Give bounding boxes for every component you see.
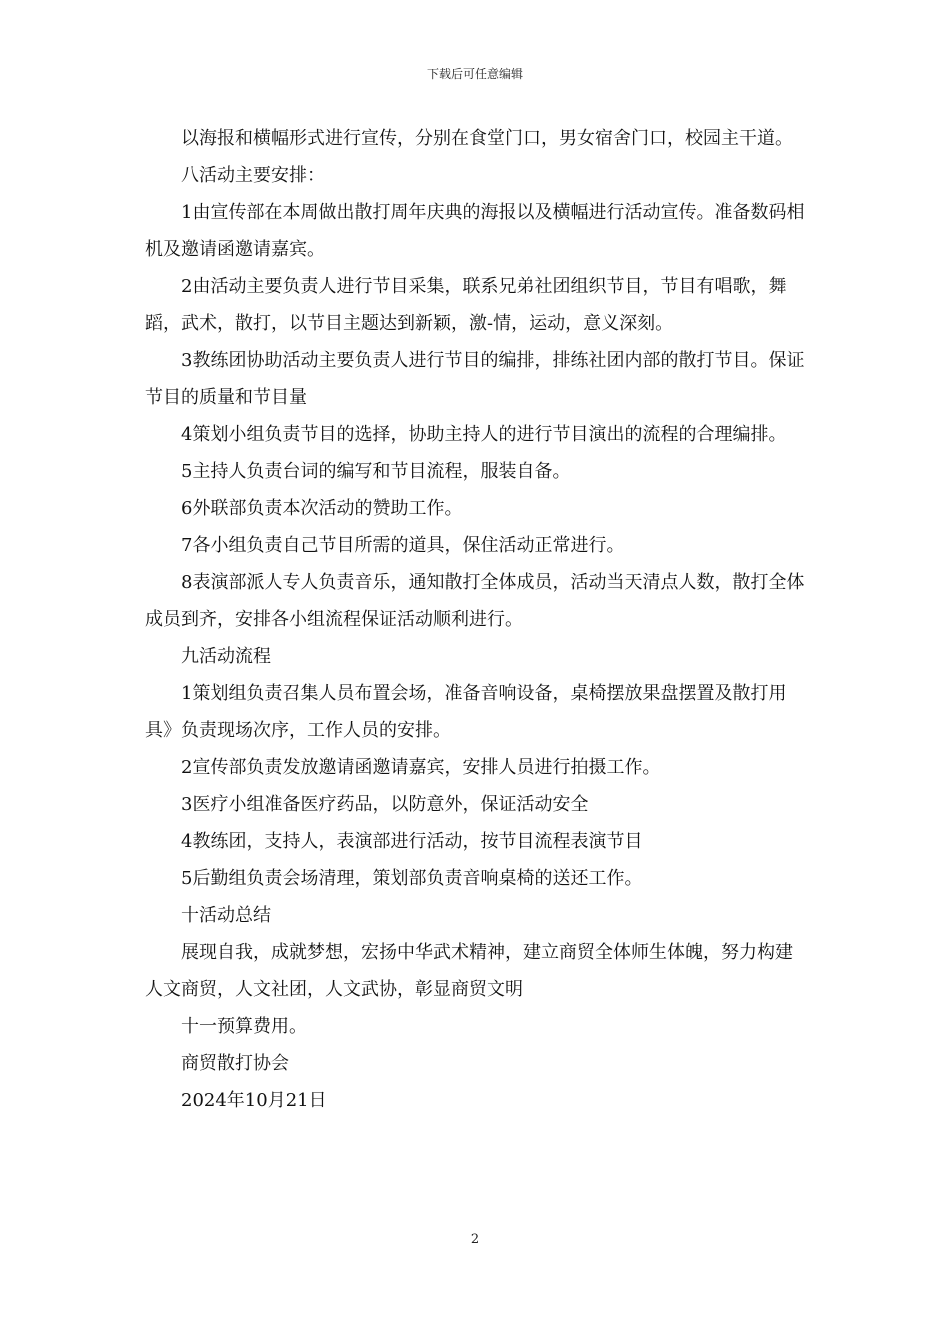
process-item-1: 1策划组负责召集人员布置会场，准备音响设备，桌椅摆放果盘摆置及散打用具》负责现场次序，工作人员的安排。 <box>145 683 787 741</box>
arrangement-item-8: 8表演部派人专人负责音乐，通知散打全体成员，活动当天清点人数，散打全体成员到齐，安排各小组流程保证活动顺利进行。 <box>145 572 805 630</box>
arrangement-item-5: 5主持人负责台词的编写和节目流程，服装自备。 <box>181 461 571 482</box>
arrangement-item-4: 4策划小组负责节目的选择，协助主持人的进行节目演出的流程的合理编排。 <box>181 424 787 445</box>
section-heading-activity-summary: 十活动总结 <box>181 905 271 926</box>
signature-organization: 商贸散打协会 <box>181 1053 289 1074</box>
arrangement-item-6: 6外联部负责本次活动的赞助工作。 <box>181 498 463 519</box>
section-heading-budget: 十一预算费用。 <box>181 1016 307 1037</box>
signature-date: 2024年10月21日 <box>181 1090 327 1111</box>
arrangement-item-7: 7各小组负责自己节目所需的道具，保住活动正常进行。 <box>181 535 625 556</box>
page-header: 下载后可任意编辑 <box>426 67 523 81</box>
process-item-4: 4教练团，支持人，表演部进行活动，按节目流程表演节目 <box>181 831 643 852</box>
process-item-2: 2宣传部负责发放邀请函邀请嘉宾，安排人员进行拍摄工作。 <box>181 757 661 778</box>
arrangement-item-1: 1由宣传部在本周做出散打周年庆典的海报以及横幅进行活动宣传。准备数码相机及邀请函邀请嘉宾。 <box>145 202 805 260</box>
summary-paragraph: 展现自我，成就梦想，宏扬中华武术精神，建立商贸全体师生体魄，努力构建人文商贸，人文社团，人文武协，彰显商贸文明 <box>145 942 793 1000</box>
page-number: 2 <box>470 1232 480 1247</box>
document-body <box>145 120 810 1119</box>
section-heading-activity-arrangement: 八活动主要安排： <box>181 165 325 186</box>
paragraph-publicity-method: 以海报和横幅形式进行宣传，分别在食堂门口，男女宿舍门口，校园主干道。 <box>181 128 793 149</box>
arrangement-item-3: 3教练团协助活动主要负责人进行节目的编排，排练社团内部的散打节目。保证节目的质量和节目量 <box>145 350 805 408</box>
section-heading-activity-process: 九活动流程 <box>181 646 271 667</box>
process-item-3: 3医疗小组准备医疗药品，以防意外，保证活动安全 <box>181 794 589 815</box>
arrangement-item-2: 2由活动主要负责人进行节目采集，联系兄弟社团组织节目，节目有唱歌，舞蹈，武术，散打，以节目主题达到新颖，激-情，运动，意义深刻。 <box>145 276 787 334</box>
process-item-5: 5后勤组负责会场清理，策划部负责音响桌椅的送还工作。 <box>181 868 643 889</box>
